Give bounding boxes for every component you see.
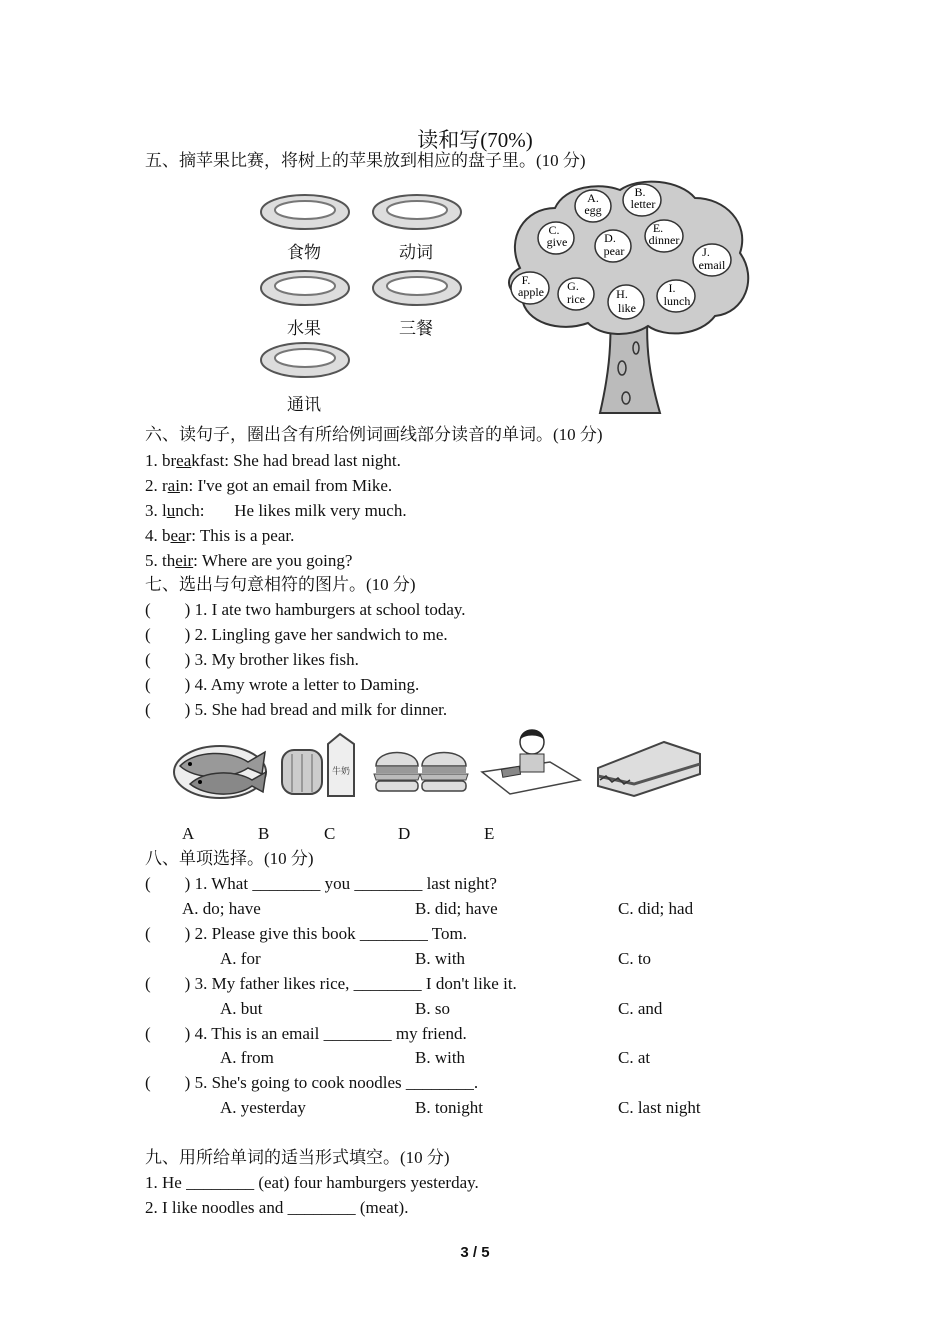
svg-text:email: email	[698, 258, 726, 272]
page-number: 3 / 5	[460, 1244, 490, 1261]
svg-text:D.: D.	[604, 231, 616, 245]
question-5: ( ) 5. She's going to cook noodles ________.	[145, 1073, 479, 1092]
section9-item-2: 2. I like noodles and ________ (meat).	[145, 1198, 409, 1217]
option-3c: C. and	[618, 999, 663, 1018]
section9-item-1: 1. He ________ (eat) four hamburgers yesterday.	[145, 1173, 479, 1192]
option-1a: A. do; have	[182, 899, 261, 918]
apple-dinner	[645, 220, 683, 252]
apple-tree-illustration	[500, 178, 760, 418]
option-5a: A. yesterday	[220, 1098, 306, 1117]
plate-icon	[373, 195, 461, 229]
apple-rice	[558, 278, 594, 310]
option-2a: A. for	[220, 949, 261, 968]
svg-text:egg: egg	[584, 203, 602, 217]
option-3a: A. but	[220, 999, 263, 1018]
option-2c: C. to	[618, 949, 652, 968]
section7-item-3: ( ) 3. My brother likes fish.	[145, 650, 359, 669]
section7-item-4: ( ) 4. Amy wrote a letter to Daming.	[145, 675, 420, 694]
section6-heading: 六、读句子，圈出含有所给例词画线部分读音的单词。(10 分)	[145, 425, 603, 444]
section7-item-1: ( ) 1. I ate two hamburgers at school today.	[145, 600, 466, 619]
svg-text:pear: pear	[603, 244, 625, 258]
option-3b: B. so	[415, 999, 450, 1018]
svg-text:G.: G.	[567, 279, 579, 293]
option-4a: A. from	[220, 1048, 274, 1067]
section6-item-4: 4. bear: This is a pear.	[145, 526, 295, 545]
picture-label-c: C	[324, 824, 336, 843]
plate-label-verb: 动词	[399, 243, 433, 263]
apple-letter	[623, 184, 661, 216]
girl-writing-picture	[480, 724, 582, 802]
plate-label-meals: 三餐	[399, 319, 433, 339]
option-1b: B. did; have	[415, 899, 498, 918]
svg-text:like: like	[618, 301, 636, 315]
plate-icon	[373, 271, 461, 305]
apple-like	[608, 285, 644, 319]
svg-text:apple: apple	[518, 285, 544, 299]
apple-apple	[511, 272, 549, 304]
apple-give	[538, 222, 574, 254]
bread-milk-picture	[278, 730, 358, 800]
svg-text:F.: F.	[521, 273, 531, 287]
picture-label-d: D	[398, 824, 411, 843]
svg-text:E.: E.	[652, 221, 664, 235]
section6-item-1: 1. breakfast: She had bread last night.	[145, 451, 401, 470]
svg-text:B.: B.	[634, 185, 646, 199]
section6-item-2: 2. rain: I've got an email from Mike.	[145, 476, 393, 495]
option-2b: B. with	[415, 949, 466, 968]
fish-picture	[170, 732, 270, 802]
svg-text:rice: rice	[567, 292, 585, 306]
plate-label-food: 食物	[287, 243, 321, 263]
plate-label-communication: 通讯	[287, 395, 321, 415]
question-2: ( ) 2. Please give this book ________ Tom.	[145, 924, 467, 943]
apple-lunch	[657, 280, 695, 312]
option-5b: B. tonight	[415, 1098, 484, 1117]
option-5c: C. last night	[618, 1098, 701, 1117]
page-title: 读和写(70%)	[417, 128, 533, 152]
question-3: ( ) 3. My father likes rice, ________ I don't like it.	[145, 974, 517, 993]
svg-text:C.: C.	[548, 223, 560, 237]
svg-text:I.: I.	[668, 281, 676, 295]
svg-text:J.: J.	[702, 245, 710, 259]
section8-heading: 八、单项选择。(10 分)	[145, 849, 314, 868]
svg-text:牛奶: 牛奶	[331, 766, 351, 776]
plate-icon	[261, 343, 349, 377]
question-4: ( ) 4. This is an email ________ my friend.	[145, 1024, 467, 1043]
section7-item-2: ( ) 2. Lingling gave her sandwich to me.	[145, 625, 448, 644]
plate-icon	[261, 271, 349, 305]
sandwich-picture	[594, 738, 704, 800]
section6-item-5: 5. their: Where are you going?	[145, 551, 353, 570]
plate-label-fruit: 水果	[287, 319, 321, 339]
option-1c: C. did; had	[618, 899, 694, 918]
section6-item-3: 3. lunch: He likes milk very much.	[145, 501, 407, 520]
hamburgers-picture	[372, 740, 470, 796]
svg-text:give: give	[546, 235, 568, 249]
section7-item-5: ( ) 5. She had bread and milk for dinner.	[145, 700, 448, 719]
svg-text:dinner: dinner	[648, 233, 680, 247]
option-4c: C. at	[618, 1048, 651, 1067]
svg-text:H.: H.	[616, 287, 628, 301]
option-4b: B. with	[415, 1048, 466, 1067]
plate-icon	[261, 195, 349, 229]
apple-pear	[595, 230, 631, 262]
svg-text:lunch: lunch	[663, 294, 691, 308]
question-1: ( ) 1. What ________ you ________ last night?	[145, 874, 497, 893]
apple-email	[693, 244, 731, 276]
picture-label-a: A	[182, 824, 195, 843]
section7-heading: 七、选出与句意相符的图片。(10 分)	[145, 575, 416, 594]
picture-label-e: E	[484, 824, 495, 843]
svg-text:A.: A.	[587, 191, 599, 205]
plates-illustration	[255, 190, 475, 390]
section9-heading: 九、用所给单词的适当形式填空。(10 分)	[145, 1148, 450, 1167]
apple-egg	[575, 190, 611, 222]
picture-label-b: B	[258, 824, 270, 843]
section5-heading: 五、摘苹果比赛，将树上的苹果放到相应的盘子里。(10 分)	[145, 151, 586, 170]
svg-text:letter: letter	[630, 197, 656, 211]
